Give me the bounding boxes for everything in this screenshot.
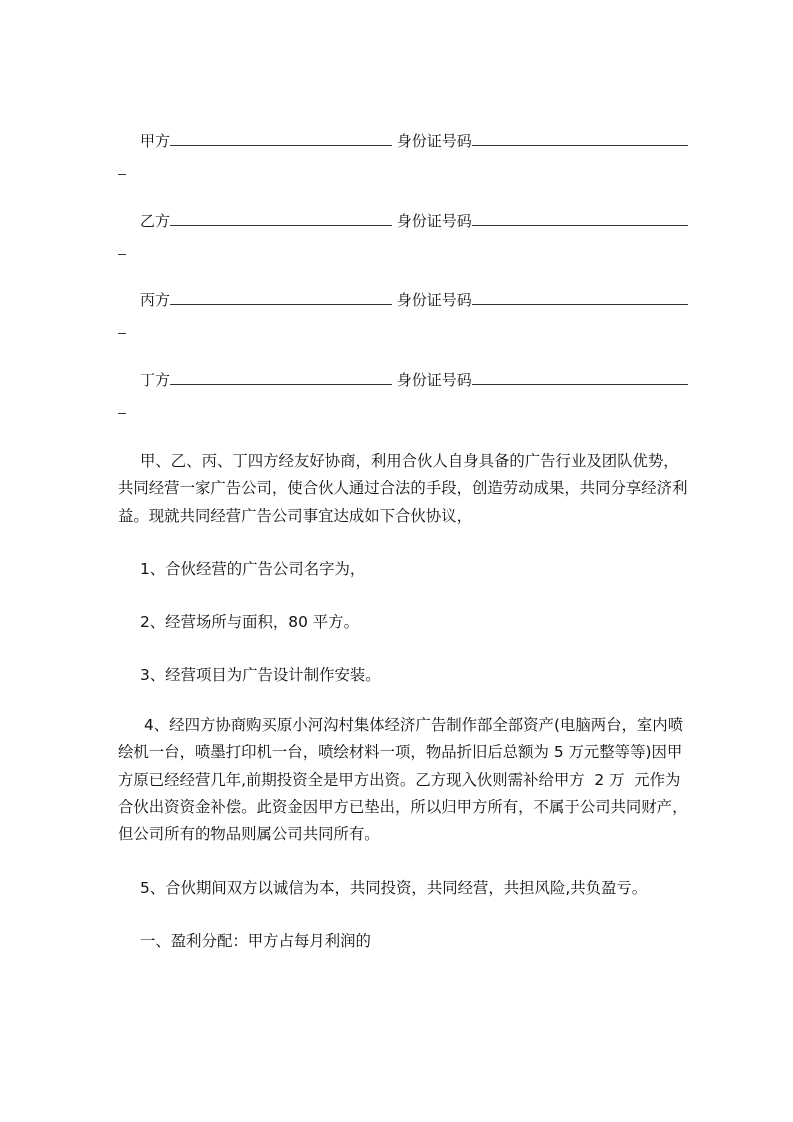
intro-paragraph [118,448,702,530]
item-3 [118,662,702,689]
id-label: 身份证号码 [396,291,472,309]
party-row-jia [140,131,724,151]
item-line: 4、经四方协商购买原小河沟村集体经济广告制作部全部资产(电脑两台，室内喷 [144,716,684,734]
id-label: 身份证号码 [396,212,472,230]
item-1 [118,556,702,583]
trailing-underscore [118,174,126,175]
id-label: 身份证号码 [396,132,472,150]
trailing-underscore [118,254,126,255]
intro-line: 甲、乙、丙、丁四方经友好协商，利用合伙人自身具备的广告行业及团队优势， [140,452,679,470]
item-text: 2、经营场所与面积，80 平方。 [140,613,359,631]
item-text: 5、合伙期间双方以诚信为本，共同投资，共同经营，共担风险,共负盈亏。 [140,879,648,897]
id-blank[interactable] [472,211,688,226]
item-line: 但公司所有的物品则属公司共同所有。 [118,825,380,844]
name-blank[interactable] [170,211,392,226]
party-label: 丁方 [140,371,171,389]
party-row-bing [140,290,724,310]
party-label: 乙方 [140,212,171,230]
trailing-underscore [118,333,126,334]
section-heading: 一、盈利分配：甲方占每月利润的 [140,932,371,950]
party-label: 甲方 [140,132,171,150]
item-4 [118,712,702,848]
item-text: 3、经营项目为广告设计制作安装。 [140,666,381,684]
name-blank[interactable] [170,131,392,146]
id-blank[interactable] [472,370,688,385]
trailing-underscore [118,413,126,414]
item-text: 1、合伙经营的广告公司名字为， [140,560,366,578]
party-label: 丙方 [140,291,171,309]
intro-line: 益。现就共同经营广告公司事宜达成如下合伙协议， [118,506,472,525]
name-blank[interactable] [170,370,392,385]
intro-line: 共同经营一家广告公司，使合伙人通过合法的手段，创造劳动成果，共同分享经济利 [118,479,688,498]
party-row-ding [140,370,724,390]
item-line: 方原已经经营几年,前期投资全是甲方出资。乙方现入伙则需补给甲方 2 万 元作为 [118,770,681,789]
party-row-yi [140,211,724,231]
id-blank[interactable] [472,290,688,305]
id-label: 身份证号码 [396,371,472,389]
item-5 [118,875,702,902]
name-blank[interactable] [170,290,392,305]
profit-distribution [118,928,702,955]
item-line: 合伙出资资金补偿。此资金因甲方已垫出，所以归甲方所有，不属于公司共同财产， [118,797,688,816]
item-2 [118,609,702,636]
id-blank[interactable] [472,131,688,146]
item-line: 绘机一台，喷墨打印机一台，喷绘材料一项，物品折旧后总额为 5 万元整等等)因甲 [118,743,683,762]
